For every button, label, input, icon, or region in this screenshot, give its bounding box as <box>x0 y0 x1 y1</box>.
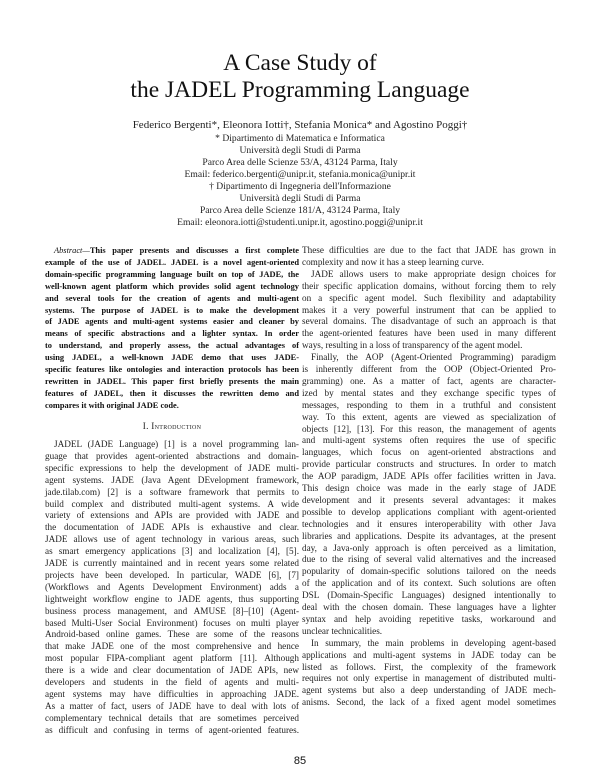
affiliation-line: Parco Area delle Scienze 181/A, 43124 Parma, Italy <box>199 205 401 216</box>
abstract-line: example of the use of JADEL. JADEL is a novel agent-oriented <box>45 257 299 267</box>
body-line: on a specific agent model. Such flexibility and adaptability <box>302 292 556 303</box>
body-line: unclear technicalities. <box>302 625 383 636</box>
affiliation-line: Università degli Studi di Parma <box>239 145 361 156</box>
body-line: variety of extensions and APIs are provided with JADE and <box>45 510 299 521</box>
body-line: specific expressions to help the development of JADE multi- <box>45 462 299 473</box>
abstract-line: of JADE agents and multi-agent systems easier and cleaner by <box>45 317 299 327</box>
author-names: Federico Bergenti*, Eleonora Iotti†, Stefania Monica* and Agostino Poggi† <box>132 119 468 131</box>
abstract-line: domain-specific programming language built on top of JADE, the <box>45 269 299 279</box>
paper-title-line-2: the JADEL Programming Language <box>130 77 470 103</box>
abstract-line: and several tools for the creation of agents and multi-agent <box>45 293 299 303</box>
body-line: These difficulties are due to the fact that JADE has grown in <box>302 245 556 255</box>
body-line: agent systems but also a deep understanding of JADE mech- <box>302 685 556 696</box>
body-line: day, a Java-only approach is often perceived as a limitation, <box>302 542 556 553</box>
body-line: their specific application domains, without forcing them to rely <box>302 280 556 291</box>
body-line: languages, which focus on agent-oriented abstractions and <box>302 447 556 458</box>
body-line: the AOP paradigm, JADE APIs offer facilities written in Java. <box>302 471 556 482</box>
body-line: (Workflows and Agents Development Environment) adds a <box>45 581 299 592</box>
body-line: In summary, the main problems in developing agent-based <box>311 637 556 648</box>
body-line: requires not only expertise in management of distributed multi- <box>302 673 556 684</box>
body-line: deal with the chosen domain. These languages have a lighter <box>302 602 556 612</box>
body-line: way. To this extent, agents are viewed as specialization of <box>302 411 556 422</box>
body-line: messages, responding to them in a truthful and consistent <box>302 399 556 410</box>
body-line: possible to develop applications compliant with agent-oriented <box>302 506 556 517</box>
abstract-line: features of JADEL, then it discusses the rewritten demo and <box>45 388 299 398</box>
abstract-line: to understand, and properly assess, the actual advantages of <box>45 341 299 351</box>
abstract-line: specific features like ontologies and interaction protocols has been <box>45 365 299 374</box>
body-line: This design choice was made in the early stage of JADE <box>302 483 556 493</box>
abstract-line: using JADEL, a well-known JADE demo that uses JADE- <box>45 353 299 363</box>
body-line: anisms. Second, the lack of a fixed agent model sometimes <box>302 697 556 708</box>
body-line: complementary technical details that are sometimes perceived <box>45 712 299 723</box>
affiliation-line: Università degli Studi di Parma <box>239 193 361 204</box>
body-line: due to the rising of several valid alternatives and the increased <box>302 554 556 565</box>
abstract-line: compares it with original JADE code. <box>45 400 179 410</box>
body-line: agent systems. JADE (Java Agent DEvelopment framework, <box>45 474 299 485</box>
page-number: 85 <box>293 755 307 767</box>
body-line: most popular FIPA-compliant agent platform [11]. Although <box>45 653 299 664</box>
body-line: several domains. The disadvantage of such an approach is that <box>302 316 556 327</box>
body-line: that make JADE one of the most comprehensive and hence <box>45 641 299 652</box>
body-line: Android-based online games. These are some of the reasons <box>45 629 299 640</box>
abstract-line: means of specific abstractions and a lighter syntax. In order <box>45 329 299 339</box>
body-line: complexity and now it has a steep learning curve. <box>302 256 484 267</box>
body-line: guage that provides agent-oriented abstractions and domain- <box>45 450 299 461</box>
body-line: and multi-agent systems often requires the use of specific <box>302 435 556 446</box>
body-line: syntax and help avoiding repetitive tasks, workaround and <box>302 613 556 624</box>
body-line: the agent-oriented features have been used in many different <box>302 328 556 339</box>
abstract-line: well-known agent platform which provides solid agent technology <box>45 281 299 291</box>
affiliation-line: Parco Area delle Scienze 53/A, 43124 Parma, Italy <box>202 157 398 168</box>
body-line: ized by mental states and they exchange specific types of <box>302 387 556 398</box>
body-line: as smart emergency applications [3] and localization [4], [5]. <box>45 546 299 557</box>
body-line: of the application and of its context. Such solutions are often <box>302 578 556 589</box>
body-line: developers and students in the field of agents and multi- <box>45 677 299 687</box>
body-line: build complex and distributed multi-agent systems. A wide <box>45 498 299 509</box>
body-line: As a matter of fact, users of JADE have to deal with lots of <box>45 700 299 711</box>
abstract-line: systems. The purpose of JADEL is to make the development <box>45 305 299 315</box>
body-line: objects [12], [13]. For this reason, the management of agents <box>302 423 556 434</box>
body-line: Finally, the AOP (Agent-Oriented Programming) paradigm <box>311 352 556 363</box>
affiliation-line: Email: federico.bergenti@unipr.it, stefania.monica@unipr.it <box>184 169 416 180</box>
body-line: jade.tilab.com) [2] is a software framework that permits to <box>45 486 299 497</box>
body-line: as difficult and confusing in terms of agent-oriented features. <box>45 724 299 735</box>
body-line: agent systems may have difficulties in approaching JADE. <box>45 688 299 699</box>
body-line: JADE allows use of agent technology in various areas, such <box>45 534 299 545</box>
body-line: provide particular constructs and structures. In order to match <box>302 459 556 470</box>
body-line: development and it presents several advantages: it makes <box>302 494 556 505</box>
abstract-line: rewritten in JADEL. This paper first briefly presents the main <box>45 376 299 386</box>
body-line: JADEL (JADE Language) [1] is a novel programming lan- <box>54 439 299 449</box>
affiliation-line: Email: eleonora.iotti@studenti.unipr.it, agostino.poggi@unipr.it <box>177 217 423 228</box>
paper-title-line-1: A Case Study of <box>223 50 377 76</box>
body-line: ways, resulting in a loss of transparency of the agent model. <box>302 340 523 351</box>
body-line: DSL (Domain-Specific Languages) designed intentionally to <box>302 590 556 601</box>
body-line: the documentation of JADE APIs is exhaustive and clear. <box>45 522 299 533</box>
body-line: based Multi-User Social Environment) focuses on multi player <box>45 617 299 628</box>
body-line: JADE is currently maintained and in recent years some related <box>45 558 299 568</box>
body-line: is inherently different from the OOP (Object-Oriented Pro- <box>302 364 556 374</box>
body-line: lightweight workflow engine to JADE agents, thus supporting <box>45 593 299 604</box>
body-line: libraries and applications. Despite its advantages, at the present <box>302 530 556 541</box>
body-line: there is a wide and clear documentation of JADE APIs, new <box>45 665 299 676</box>
affiliation-line: † Dipartimento di Ingegneria dell'Informazione <box>209 181 391 192</box>
body-line: technologies and it ensures interoperability with other Java <box>302 518 556 529</box>
body-line: popularity of domain-specific solutions tailored on the needs <box>302 566 556 577</box>
body-line: JADE allows users to make appropriate design choices for <box>311 268 556 279</box>
affiliation-line: * Dipartimento di Matematica e Informatica <box>215 133 385 144</box>
body-line: makes it a very powerful instrument that can be applied to <box>302 304 556 315</box>
body-line: projects have been developed. In particular, WADE [6], [7] <box>45 569 299 580</box>
body-line: gramming) one. As a matter of fact, agents are character- <box>302 375 556 386</box>
abstract-lead: Abstract— <box>54 246 90 255</box>
body-line: applications and multi-agent systems in JADE today can be <box>302 649 556 660</box>
abstract-line: Abstract—This paper presents and discusses a first complete <box>54 246 299 255</box>
section-heading: I. Introduction <box>142 421 202 431</box>
body-line: business process management, and AMUSE [8]–[10] (Agent- <box>45 605 299 616</box>
body-line: listed as follows. First, the complexity of the framework <box>302 661 556 672</box>
